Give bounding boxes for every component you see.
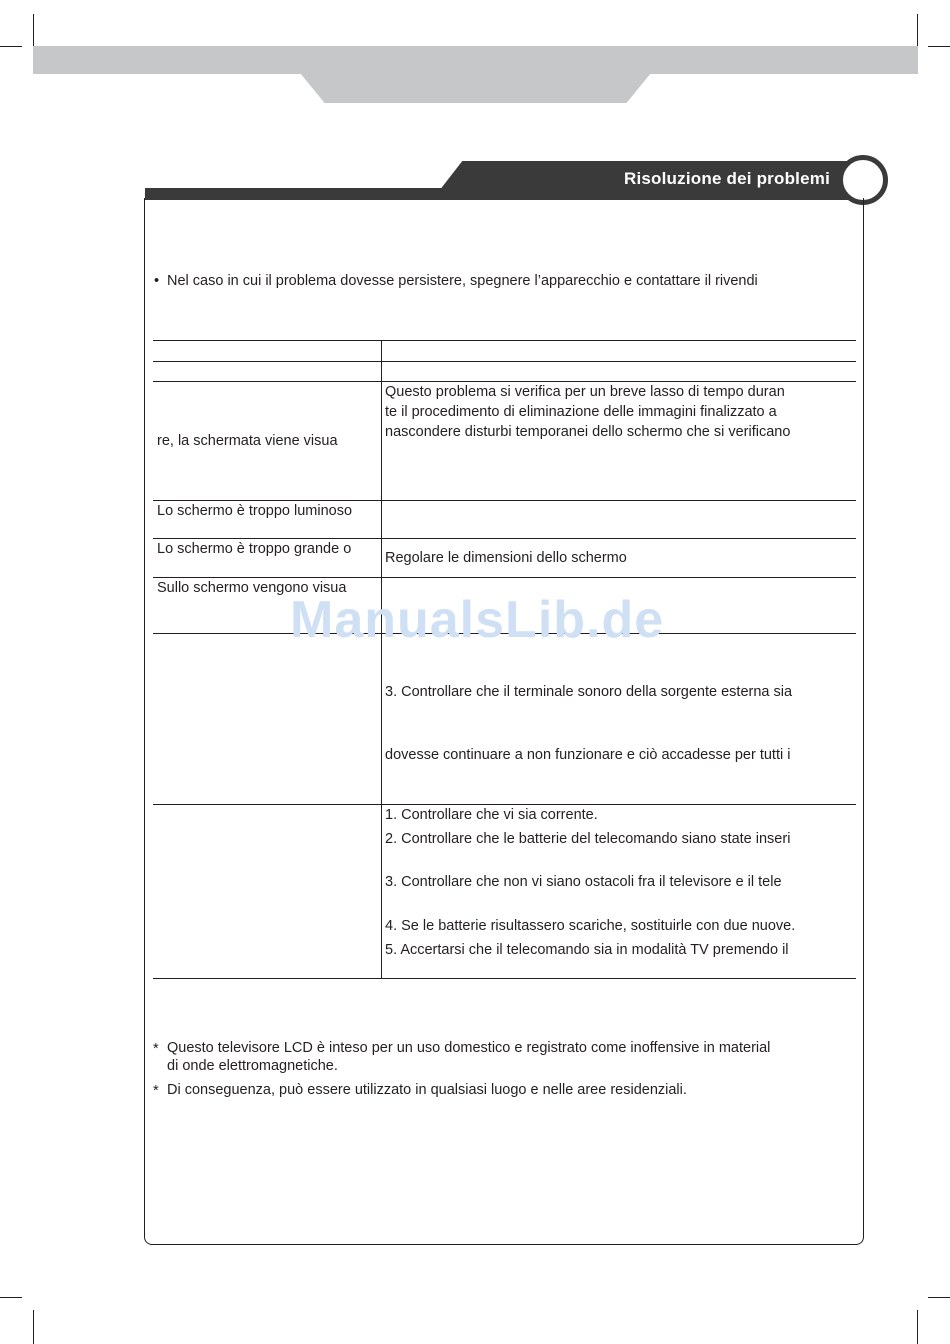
crop-mark (0, 46, 22, 47)
table-cell-solution: 3. Controllare che il terminale sonoro della sorgente esterna sia (385, 684, 793, 700)
table-rule (153, 381, 856, 382)
table-cell-solution: dovesse continuare a non funzionare e ciò accadesse per tutti i (385, 747, 791, 763)
table-cell-solution: 3. Controllare che non vi siano ostacoli fra il televisore e il tele (385, 874, 782, 890)
crop-mark (917, 14, 918, 48)
table-rule (153, 538, 856, 539)
table-cell-problem: Lo schermo è troppo luminoso (157, 503, 353, 519)
crop-mark (0, 1297, 22, 1298)
note-text: di onde elettromagnetiche. (167, 1058, 338, 1074)
intro-bullet: • (154, 273, 160, 289)
note-text: Questo televisore LCD è inteso per un uso domestico e registrato come inoffensive in material (167, 1040, 771, 1056)
watermark: ManualsLib.de (290, 591, 665, 649)
table-cell-solution: 1. Controllare che vi sia corrente. (385, 807, 598, 823)
crop-mark (33, 14, 34, 48)
table-cell-problem: Lo schermo è troppo grande o (157, 541, 352, 557)
top-band (33, 46, 918, 74)
table-cell-problem: re, la schermata viene visua (157, 433, 338, 449)
crop-mark (33, 1310, 34, 1344)
table-cell-solution: 2. Controllare che le batterie del telecomando siano state inseri (385, 831, 791, 847)
crop-mark (928, 46, 950, 47)
table-cell-solution: 5. Accertarsi che il telecomando sia in modalità TV premendo il (385, 942, 789, 958)
table-rule (153, 804, 856, 805)
table-cell-problem: Sullo schermo vengono visua (157, 580, 347, 596)
table-cell-solution: Questo problema si verifica per un breve lasso di tempo duran (385, 384, 785, 400)
note-text: Di conseguenza, può essere utilizzato in qualsiasi luogo e nelle aree residenziali. (167, 1082, 687, 1098)
crop-mark (928, 1297, 950, 1298)
crop-mark (917, 1310, 918, 1344)
table-cell-solution: nascondere disturbi temporanei dello schermo che si verificano (385, 424, 791, 440)
table-rule (153, 340, 856, 341)
table-rule (153, 978, 856, 979)
table-rule (153, 577, 856, 578)
table-rule (153, 500, 856, 501)
note-mark: * (153, 1041, 159, 1057)
top-tab (300, 73, 651, 103)
table-rule (153, 361, 856, 362)
table-column-divider (381, 340, 382, 978)
table-cell-solution: te il procedimento di eliminazione delle immagini finalizzato a (385, 404, 777, 420)
section-title: Risoluzione dei problemi (624, 169, 830, 188)
note-mark: * (153, 1083, 159, 1099)
table-cell-solution: 4. Se le batterie risultassero scariche, sostituirle con due nuove. (385, 918, 796, 934)
table-cell-solution: Regolare le dimensioni dello schermo (385, 550, 627, 566)
intro-text: Nel caso in cui il problema dovesse persistere, spegnere l’apparecchio e contattare il rivendi (167, 273, 758, 289)
